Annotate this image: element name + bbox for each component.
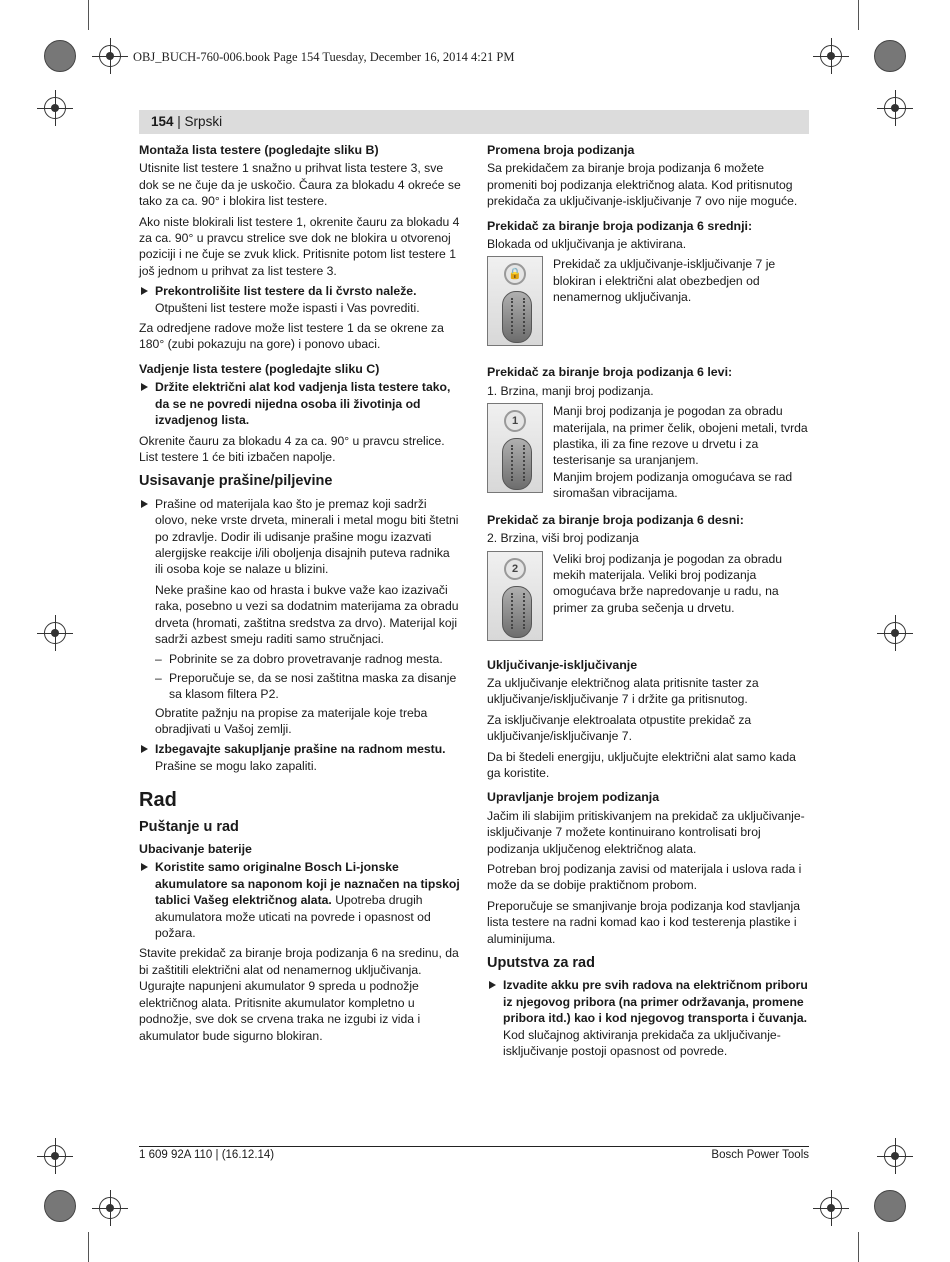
page-number: 154	[151, 114, 174, 129]
left-column	[139, 142, 461, 1048]
paragraph: Stavite prekidač za biranje broja podizanja 6 na sredinu, da bi zaštitili električni alat od nenamernog uključivanja. Ugurajte napunjeni akumulator 9 spreda u podnožje električnog alata. Pritisnite akumulator kompletno u podnožje, sve dok se crvena traka ne izgubi iz vida i akumulator bude sigurno blokiran.	[139, 946, 459, 1043]
color-target-icon	[874, 1190, 906, 1222]
section-title: Prekidač za biranje broja podizanja 6 desni:	[487, 512, 744, 527]
dash-item: – Pobrinite se za dobro provetravanje radnog mesta.	[139, 651, 461, 667]
paragraph: Obratite pažnju na propise za materijale koje treba obradjivati u Vašoj zemlji.	[155, 705, 428, 736]
section-title: Upravljanje brojem podizanja	[487, 790, 660, 805]
page-section: | Srpski	[177, 114, 223, 129]
section-heading: Puštanje u rad	[139, 818, 239, 835]
paragraph: Preporučuje se smanjivanje broja podizanja kod stavljanja lista testere na radni komad kao i kod testerenja plastike i aluminijuma.	[487, 898, 800, 946]
right-column	[487, 142, 809, 1063]
paragraph: Sa prekidačem za biranje broja podizanja 6 možete promeniti boj podizanja električnog alata. Kod pritisnutog prekidača za uključivanje-isključivanje 7 ovo nije moguće.	[487, 161, 798, 209]
section-title: Prekidač za biranje broja podizanja 6 srednji:	[487, 218, 753, 233]
paragraph: Za isključivanje elektroalata otpustite prekidač za uključivanje/isključivanje 7.	[487, 712, 752, 744]
color-target-icon	[44, 40, 76, 72]
dash-item: – Preporučuje se, da se nosi zaštitna maska za disanje sa klasom filtera P2.	[139, 670, 461, 703]
illustration-caption: Prekidač za uključivanje-isključivanje 7 je blokiran i električni alat obezbedjen od nenamernog uključivanja.	[553, 257, 776, 305]
registration-mark	[820, 45, 842, 67]
crop-mark	[88, 1232, 89, 1262]
lock-switch-icon: 🔒	[487, 256, 543, 346]
section-title: Promena broja podizanja	[487, 143, 635, 157]
switch-illustration-row	[487, 256, 809, 346]
registration-mark	[99, 1197, 121, 1219]
paragraph: Za odredjene radove može list testere 1 da se okrene za 180° (zubi pokazuju na gore) i ponovo ubaci.	[139, 321, 444, 352]
paragraph: 1. Brzina, manji broj podizanja.	[487, 383, 654, 398]
section-title: Uključivanje-isključivanje	[487, 657, 638, 672]
illustration-caption: Veliki broj podizanja je pogodan za obradu mekih materijala. Veliki broj podizanja omogućava brže napredovanje u radu, na primer za gruba sečenja u drvetu.	[553, 551, 783, 615]
registration-mark	[99, 45, 121, 67]
crop-mark	[858, 0, 859, 30]
section-title: Vadjenje lista testere (pogledajte sliku C)	[139, 361, 380, 376]
page-header	[139, 110, 809, 134]
section-title: Prekidač za biranje broja podizanja 6 levi:	[487, 365, 733, 380]
paragraph: Utisnite list testere 1 snažno u prihvat lista testere 3, sve dok se ne čuje da je uskočio. Čaura za blokadu 4 okreće se tako za ca. 90° i blokira list testere.	[139, 161, 461, 209]
warning-bullet: Prekontrolišite list testere da li čvrsto naleže. Otpušteni list testere može ispasti i Vas povrediti.	[139, 283, 461, 316]
registration-mark	[820, 1197, 842, 1219]
print-metadata: OBJ_BUCH-760-006.book Page 154 Tuesday, December 16, 2014 4:21 PM	[133, 50, 515, 64]
switch-illustration-row	[487, 403, 809, 501]
section-title: Ubacivanje baterije	[139, 842, 252, 857]
section-title: Montaža lista testere (pogledajte sliku B)	[139, 143, 379, 157]
crop-mark	[858, 1232, 859, 1262]
info-bullet: Prašine od materijala kao što je premaz koji sadrži olovo, neke vrste drveta, minerali i metal mogu biti štetni po zdravlje. Dodir ili udisanje prašine mogu izazvati alergijske reakcije i/ili oboljenja disajnih puteva radnika ili osoba koje se nalaze u blizini.	[139, 496, 461, 578]
registration-mark	[44, 1145, 66, 1167]
footer-brand: Bosch Power Tools	[711, 1149, 809, 1161]
registration-mark	[884, 97, 906, 119]
registration-mark	[884, 1145, 906, 1167]
registration-mark	[44, 97, 66, 119]
color-target-icon	[874, 40, 906, 72]
footer-doc-number: 1 609 92A 110 | (16.12.14)	[139, 1149, 275, 1161]
speed-1-switch-icon: 1	[487, 403, 543, 493]
paragraph: Ako niste blokirali list testere 1, okrenite čauru za blokadu 4 za ca. 90° u pravcu strelice sve dok ne blokira u otvorenoj poziciji i ne čuje se zvuk klick. Pritisnite potom list testere 1 još jednom u prihvat za list testere 3.	[139, 214, 460, 278]
switch-illustration-row	[487, 551, 809, 641]
paragraph: Blokada od uključivanja je aktivirana.	[487, 237, 687, 252]
paragraph: Za uključivanje električnog alata pritisnite taster za uključivanje/isključivanje 7 i držite ga pritisnutog.	[487, 675, 759, 707]
warning-bullet: Izbegavajte sakupljanje prašine na radnom mestu. Prašine se mogu lako zapaliti.	[139, 741, 461, 774]
paragraph: Potreban broj podizanja zavisi od materijala i uslova rada i može da se dobije praktičnom probom.	[487, 861, 802, 893]
warning-bullet: Koristite samo originalne Bosch Li-jonske akumulatore sa naponom koji je naznačen na tipskoj tablici Vašeg električnog alata. Upotreba drugih akumulatora može uticati na povrede i opasnost od požara.	[139, 859, 461, 941]
paragraph: Jačim ili slabijim pritiskivanjem na prekidač za uključivanje-isključivanje 7 možete kontinuirano kontrolisati broj podizanja uključenog električnog alata.	[487, 808, 805, 856]
paragraph: Da bi štedeli energiju, uključujte električni alat samo kada ga koristite.	[487, 749, 796, 780]
registration-mark	[44, 622, 66, 644]
footer-rule	[139, 1146, 809, 1147]
warning-bullet: Izvadite akku pre svih radova na električnom priboru iz njegovog pribora (na primer održavanja, promene pribora itd.) kao i kod njegovog transporta i čuvanja. Kod slučajnog aktiviranja prekidača za uključivanje-isključivanje postoji opasnost od povrede.	[487, 977, 809, 1059]
crop-mark	[88, 0, 89, 30]
paragraph: Okrenite čauru za blokadu 4 za ca. 90° u pravcu strelice. List testere 1 će biti izbačen napolje.	[139, 433, 445, 464]
warning-bullet: Držite električni alat kod vadjenja lista testere tako, da se ne povredi nijedna osoba ili životinja od izvadjenog lista.	[139, 379, 461, 428]
section-heading: Uputstva za rad	[487, 955, 595, 971]
paragraph: Neke prašine kao od hrasta i bukve važe kao izazivači raka, posebno u vezi sa dodatnim materijama za obradu drveta (hromati, zaštitna sredstva za drvo). Materijal koji sadrži azbest smeju raditi samo stručnjaci.	[155, 582, 459, 646]
speed-2-switch-icon: 2	[487, 551, 543, 641]
illustration-caption: Manji broj podizanja je pogodan za obradu materijala, na primer čelik, obojeni metali, tvrda plastika, ili za fine rezove u drvetu i za testerisanje sa uranjanjem. Manjim brojem podizanja omogućava se rad siromašan vibracijama.	[553, 404, 808, 501]
color-target-icon	[44, 1190, 76, 1222]
section-heading: Usisavanje prašine/piljevine	[139, 473, 333, 490]
paragraph: 2. Brzina, viši broj podizanja	[487, 531, 639, 546]
registration-mark	[884, 622, 906, 644]
chapter-heading: Rad	[139, 789, 177, 812]
